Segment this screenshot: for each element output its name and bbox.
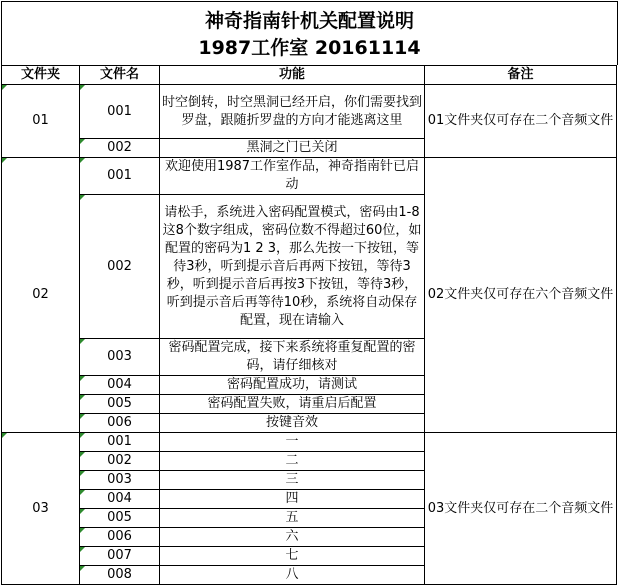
header-function[interactable]: 功能 xyxy=(160,66,425,85)
function-cell[interactable]: 六 xyxy=(160,528,425,547)
filename-cell[interactable]: 006 xyxy=(80,414,160,433)
table-row xyxy=(2,433,617,452)
header-filename[interactable]: 文件名 xyxy=(80,66,160,85)
filename-cell[interactable]: 001 xyxy=(80,85,160,139)
title-block xyxy=(1,1,618,65)
function-cell[interactable]: 按键音效 xyxy=(160,414,425,433)
table-row xyxy=(2,85,617,139)
function-cell[interactable]: 八 xyxy=(160,566,425,585)
filename-cell[interactable]: 003 xyxy=(80,339,160,376)
function-cell[interactable]: 七 xyxy=(160,547,425,566)
filename-cell[interactable]: 002 xyxy=(80,139,160,158)
folder-cell[interactable]: 01 xyxy=(2,85,80,158)
filename-cell[interactable]: 008 xyxy=(80,566,160,585)
function-cell[interactable]: 密码配置失败，请重启后配置 xyxy=(160,395,425,414)
folder-cell[interactable]: 03 xyxy=(2,433,80,585)
note-cell[interactable]: 01文件夹仅可存在二个音频文件 xyxy=(425,85,617,158)
function-cell[interactable]: 请松手，系统进入密码配置模式，密码由1-8这8个数字组成，密码位数不得超过60位，如配置的密码为1 2 3，那么先按一下按钮，等待3秒，听到提示音后再两下按钮，等待3秒，听到提示音后再按3下按钮，等待3秒，听到提示音后再等待10秒，系统将自动保存配置，现在请输入 xyxy=(160,195,425,339)
header-row xyxy=(2,66,617,85)
filename-cell[interactable]: 002 xyxy=(80,195,160,339)
folder-cell[interactable]: 02 xyxy=(2,158,80,433)
filename-cell[interactable]: 007 xyxy=(80,547,160,566)
config-table xyxy=(1,65,617,585)
filename-cell[interactable]: 006 xyxy=(80,528,160,547)
function-cell[interactable]: 黑洞之门已关闭 xyxy=(160,139,425,158)
filename-cell[interactable]: 003 xyxy=(80,471,160,490)
function-cell[interactable]: 密码配置成功，请测试 xyxy=(160,376,425,395)
function-cell[interactable]: 二 xyxy=(160,452,425,471)
header-note[interactable]: 备注 xyxy=(425,66,617,85)
document-subtitle: 1987工作室 20161114 xyxy=(198,37,421,59)
function-cell[interactable]: 欢迎使用1987工作室作品，神奇指南针已启动 xyxy=(160,158,425,195)
function-cell[interactable]: 一 xyxy=(160,433,425,452)
filename-cell[interactable]: 002 xyxy=(80,452,160,471)
filename-cell[interactable]: 005 xyxy=(80,509,160,528)
function-cell[interactable]: 密码配置完成，接下来系统将重复配置的密码，请仔细核对 xyxy=(160,339,425,376)
filename-cell[interactable]: 005 xyxy=(80,395,160,414)
table-row xyxy=(2,158,617,195)
filename-cell[interactable]: 001 xyxy=(80,433,160,452)
filename-cell[interactable]: 001 xyxy=(80,158,160,195)
filename-cell[interactable]: 004 xyxy=(80,376,160,395)
note-cell[interactable]: 02文件夹仅可存在六个音频文件 xyxy=(425,158,617,433)
function-cell[interactable]: 五 xyxy=(160,509,425,528)
function-cell[interactable]: 时空倒转，时空黑洞已经开启，你们需要找到罗盘，跟随折罗盘的方向才能逃离这里 xyxy=(160,85,425,139)
function-cell[interactable]: 三 xyxy=(160,471,425,490)
function-cell[interactable]: 四 xyxy=(160,490,425,509)
document-title: 神奇指南针机关配置说明 xyxy=(204,10,414,32)
filename-cell[interactable]: 004 xyxy=(80,490,160,509)
note-cell[interactable]: 03文件夹仅可存在二个音频文件 xyxy=(425,433,617,585)
header-folder[interactable]: 文件夹 xyxy=(2,66,80,85)
